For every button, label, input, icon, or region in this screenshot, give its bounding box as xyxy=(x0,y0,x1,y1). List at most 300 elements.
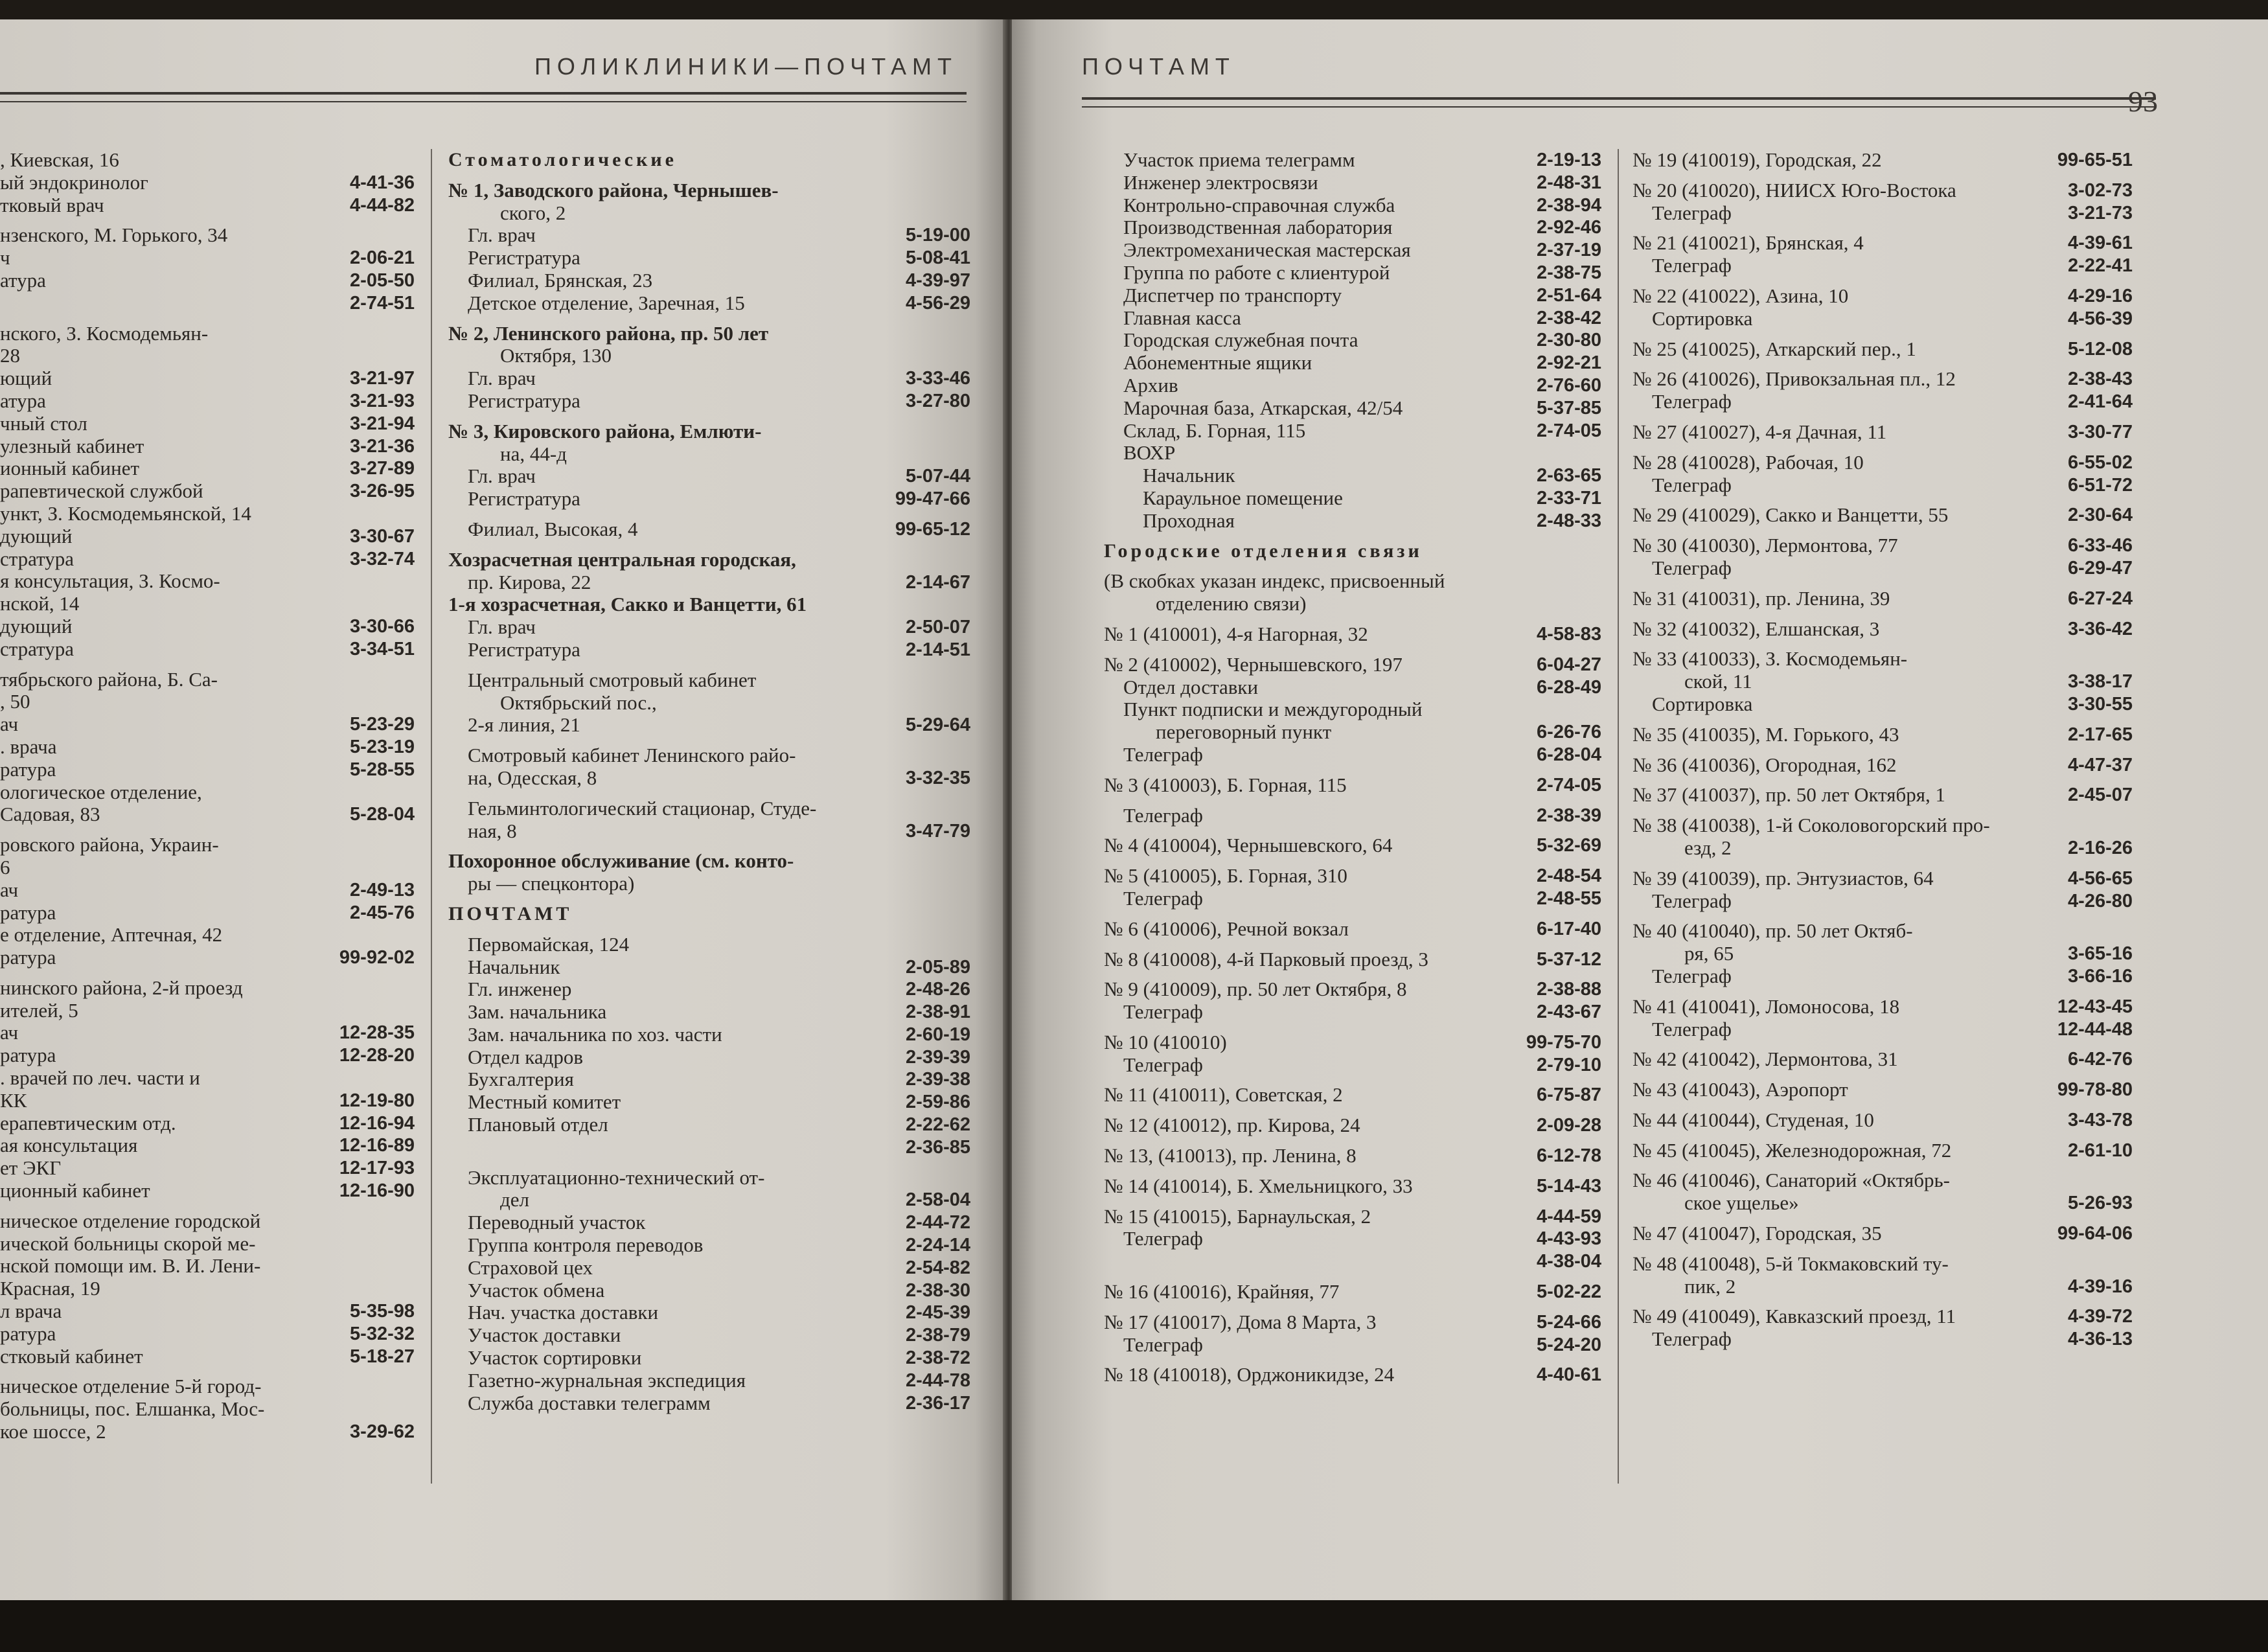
entry-phone-number: 5-14-43 xyxy=(1537,1175,1601,1197)
directory-entry xyxy=(448,1324,970,1347)
entry-phone-number: 3-32-35 xyxy=(906,767,970,788)
directory-entry xyxy=(1632,1079,2133,1101)
entry-label: № 27 (410027), 4-я Дачная, 11 xyxy=(1632,420,1887,443)
directory-entry xyxy=(1632,504,2133,527)
entry-label: Участок сортировки xyxy=(468,1346,642,1370)
directory-entry xyxy=(1104,1031,1601,1054)
directory-entry xyxy=(1632,724,2133,746)
entry-label: на, Одесская, 8 xyxy=(468,766,597,789)
directory-entry xyxy=(0,1323,415,1346)
directory-entry xyxy=(448,850,970,873)
entry-phone-number: 2-36-17 xyxy=(906,1392,970,1414)
entry-label: ПОЧТАМТ xyxy=(448,902,573,924)
entry-label: ионный кабинет xyxy=(0,457,140,480)
entry-label: ет ЭКГ xyxy=(0,1156,62,1180)
entry-label: № 31 (410031), пр. Ленина, 39 xyxy=(1632,586,1890,610)
directory-entry xyxy=(1104,172,1601,194)
entry-label: Смотровый кабинет Ленинского райо- xyxy=(468,744,796,767)
entry-phone-number: 4-39-72 xyxy=(2068,1306,2133,1327)
entry-phone-number: 3-38-17 xyxy=(2068,671,2133,693)
directory-entry xyxy=(1104,721,1601,744)
directory-entry xyxy=(1632,996,2133,1018)
directory-entry xyxy=(1632,1048,2133,1071)
directory-entry xyxy=(1632,1222,2133,1245)
directory-entry xyxy=(1632,1192,2133,1215)
directory-entry xyxy=(1104,1206,1601,1228)
entry-label: № 37 (410037), пр. 50 лет Октября, 1 xyxy=(1632,783,1946,807)
entry-label: Похоронное обслуживание (см. конто- xyxy=(448,849,794,873)
directory-entry xyxy=(1104,510,1601,533)
directory-entry xyxy=(1104,465,1601,487)
entry-label: ч xyxy=(0,246,10,270)
entry-label: Телеграф xyxy=(1652,889,1732,912)
entry-phone-number: 2-76-60 xyxy=(1537,374,1601,396)
entry-phone-number: 2-38-30 xyxy=(906,1279,970,1301)
directory-entry xyxy=(448,488,970,511)
directory-entry xyxy=(448,593,970,616)
directory-entry xyxy=(1104,262,1601,284)
entry-label: Телеграф xyxy=(1123,1227,1203,1250)
entry-phone-number: 2-44-78 xyxy=(906,1370,970,1391)
entry-phone-number: 4-39-61 xyxy=(2068,233,2133,254)
right-header-rule xyxy=(1082,97,2156,108)
directory-entry xyxy=(1632,1109,2133,1132)
entry-phone-number: 5-32-69 xyxy=(1537,835,1601,856)
left-column-1 xyxy=(0,149,415,1443)
entry-label: № 14 (410014), Б. Хмельницкого, 33 xyxy=(1104,1174,1413,1197)
directory-entry xyxy=(448,1189,970,1211)
directory-entry xyxy=(0,736,415,759)
entry-label: № 19 (410019), Городская, 22 xyxy=(1632,148,1882,171)
entry-label: стратура xyxy=(0,547,74,570)
entry-label: ское ущелье» xyxy=(1684,1191,1799,1215)
entry-label: ый эндокринолог xyxy=(0,170,148,194)
directory-entry xyxy=(448,367,970,390)
entry-phone-number: 4-38-04 xyxy=(1537,1251,1601,1272)
entry-phone-number: 2-38-42 xyxy=(1537,307,1601,328)
entry-label: № 16 (410016), Крайняя, 77 xyxy=(1104,1280,1340,1303)
directory-entry xyxy=(448,714,970,737)
entry-phone-number: 2-63-65 xyxy=(1537,465,1601,487)
entry-label: Эксплуатационно-технический от- xyxy=(468,1165,765,1189)
directory-entry xyxy=(0,803,415,826)
entry-label: дующий xyxy=(0,524,73,547)
entry-label: Страховой цех xyxy=(468,1256,593,1279)
entry-phone-number: 12-44-48 xyxy=(2057,1018,2133,1040)
directory-entry xyxy=(0,390,415,413)
entry-phone-number: 3-66-16 xyxy=(2068,965,2133,987)
directory-entry xyxy=(0,247,415,270)
entry-phone-number: 2-92-46 xyxy=(1537,217,1601,238)
entry-label: ической больницы скорой ме- xyxy=(0,1232,256,1255)
directory-entry xyxy=(448,571,970,594)
directory-entry xyxy=(448,903,970,926)
directory-entry xyxy=(1104,194,1601,217)
directory-entry xyxy=(0,615,415,638)
directory-entry xyxy=(448,345,970,367)
directory-entry xyxy=(448,179,970,202)
directory-entry xyxy=(448,873,970,895)
entry-phone-number: 5-37-12 xyxy=(1537,948,1601,970)
entry-label: Начальник xyxy=(1143,464,1235,487)
directory-entry xyxy=(448,820,970,843)
entry-phone-number: 6-28-49 xyxy=(1537,676,1601,698)
entry-phone-number: 3-30-77 xyxy=(2068,421,2133,442)
entry-phone-number: 4-40-61 xyxy=(1537,1364,1601,1386)
entry-phone-number: 3-43-78 xyxy=(2068,1109,2133,1130)
entry-label: Отдел кадров xyxy=(468,1045,584,1068)
directory-entry xyxy=(0,323,415,345)
entry-label: дел xyxy=(500,1188,530,1211)
directory-entry xyxy=(1104,1364,1601,1386)
entry-label: , 50 xyxy=(0,690,30,713)
directory-entry xyxy=(1104,307,1601,330)
directory-entry xyxy=(1104,1311,1601,1334)
entry-phone-number: 99-65-51 xyxy=(2057,150,2133,170)
directory-entry xyxy=(0,834,415,856)
directory-entry xyxy=(1104,149,1601,172)
directory-entry xyxy=(1104,865,1601,888)
entry-phone-number: 2-30-80 xyxy=(1537,330,1601,351)
entry-phone-number: 4-26-80 xyxy=(2068,890,2133,912)
directory-entry xyxy=(0,856,415,879)
directory-entry xyxy=(0,1134,415,1157)
entry-label: ническое отделение 5-й город- xyxy=(0,1375,262,1398)
entry-label: № 36 (410036), Огородная, 162 xyxy=(1632,753,1897,776)
directory-entry xyxy=(0,1090,415,1112)
entry-phone-number: 4-56-39 xyxy=(2068,308,2133,329)
page-number: 93 xyxy=(2128,85,2158,118)
directory-entry xyxy=(448,518,970,541)
entry-label: ач xyxy=(0,713,19,736)
entry-label: Октябрьский пос., xyxy=(500,691,657,714)
directory-entry xyxy=(1632,671,2133,693)
directory-entry xyxy=(0,1022,415,1044)
entry-phone-number: 2-05-50 xyxy=(350,270,415,291)
entry-phone-number: 3-21-94 xyxy=(350,413,415,434)
entry-phone-number: 2-79-10 xyxy=(1537,1054,1601,1075)
directory-entry xyxy=(448,1234,970,1257)
entry-phone-number: 99-47-66 xyxy=(895,488,970,510)
entry-label: больницы, пос. Елшанка, Мос- xyxy=(0,1397,265,1421)
entry-phone-number: 2-74-05 xyxy=(1537,774,1601,796)
entry-phone-number: 2-45-39 xyxy=(906,1302,970,1324)
directory-entry xyxy=(1632,232,2133,255)
entry-phone-number: 2-37-19 xyxy=(1537,240,1601,261)
entry-label: атура xyxy=(0,268,46,292)
entry-phone-number: 2-38-88 xyxy=(1537,979,1601,1000)
entry-label: 1-я хозрасчетная, Сакко и Ванцетти, 61 xyxy=(448,593,807,616)
directory-entry xyxy=(0,691,415,713)
entry-label: № 3, Кировского района, Емлюти- xyxy=(448,419,762,442)
entry-label: нинского района, 2-й проезд xyxy=(0,976,243,999)
entry-phone-number: 2-92-21 xyxy=(1537,352,1601,374)
entry-phone-number: 2-58-04 xyxy=(906,1189,970,1211)
directory-entry xyxy=(1632,920,2133,943)
directory-entry xyxy=(0,1000,415,1022)
entry-phone-number: 3-34-51 xyxy=(350,638,415,660)
directory-entry xyxy=(0,224,415,247)
entry-phone-number: 12-17-93 xyxy=(339,1158,415,1179)
entry-label: № 11 (410011), Советская, 2 xyxy=(1104,1083,1343,1107)
entry-label: Телеграф xyxy=(1652,964,1732,987)
entry-label: переговорный пункт xyxy=(1156,720,1332,744)
directory-entry xyxy=(0,548,415,571)
entry-label: № 39 (410039), пр. Энтузиастов, 64 xyxy=(1632,866,1934,889)
entry-label: л врача xyxy=(0,1300,62,1323)
right-column-divider xyxy=(1618,149,1619,1484)
entry-label: Сортировка xyxy=(1652,306,1753,330)
entry-phone-number: 2-60-19 xyxy=(906,1024,970,1045)
entry-phone-number: 12-43-45 xyxy=(2057,996,2133,1017)
directory-entry xyxy=(448,639,970,661)
right-running-head: ПОЧТАМТ xyxy=(1082,53,1235,80)
entry-phone-number: 3-02-73 xyxy=(2068,179,2133,201)
directory-entry xyxy=(0,1346,415,1368)
entry-phone-number: 2-19-13 xyxy=(1537,150,1601,170)
directory-entry xyxy=(448,669,970,692)
directory-entry xyxy=(0,1157,415,1180)
entry-label: е отделение, Аптечная, 42 xyxy=(0,923,223,946)
entry-phone-number: 2-38-94 xyxy=(1537,194,1601,216)
entry-phone-number: 4-43-93 xyxy=(1537,1228,1601,1250)
directory-entry xyxy=(0,1278,415,1300)
directory-entry xyxy=(0,1375,415,1398)
entry-phone-number: 3-30-66 xyxy=(350,615,415,637)
entry-phone-number: 2-14-51 xyxy=(906,639,970,660)
entry-label: ры — спецконтора) xyxy=(468,872,635,895)
entry-label: Гл. инженер xyxy=(468,978,572,1001)
entry-label: ВОХР xyxy=(1123,441,1176,465)
directory-entry xyxy=(1632,618,2133,641)
directory-entry xyxy=(0,713,415,736)
entry-label: Участок доставки xyxy=(468,1324,621,1347)
entry-label: Караульное помещение xyxy=(1143,486,1343,509)
entry-phone-number: 2-41-64 xyxy=(2068,391,2133,413)
directory-entry xyxy=(1632,1276,2133,1298)
directory-entry xyxy=(0,1421,415,1443)
entry-label: ая консультация xyxy=(0,1134,138,1157)
directory-entry xyxy=(1104,1228,1601,1250)
left-header-rule xyxy=(0,92,967,102)
directory-entry xyxy=(448,1024,970,1046)
directory-entry xyxy=(1104,487,1601,510)
entry-label: Зам. начальника по хоз. части xyxy=(468,1022,722,1046)
directory-entry xyxy=(0,902,415,924)
entry-label: отделению связи) xyxy=(1156,592,1307,615)
entry-label: № 22 (410022), Азина, 10 xyxy=(1632,284,1849,307)
entry-phone-number: 2-38-91 xyxy=(906,1002,970,1023)
entry-phone-number: 2-51-64 xyxy=(1537,284,1601,306)
entry-label: Телеграф xyxy=(1123,886,1203,910)
entry-label: Телеграф xyxy=(1123,1053,1203,1076)
directory-entry xyxy=(448,1211,970,1234)
entry-phone-number: 5-23-29 xyxy=(350,714,415,735)
entry-label: я консультация, З. Космо- xyxy=(0,569,220,593)
directory-entry xyxy=(448,420,970,443)
entry-phone-number: 12-19-80 xyxy=(339,1090,415,1111)
entry-phone-number: 3-36-42 xyxy=(2068,618,2133,639)
directory-entry xyxy=(448,224,970,247)
entry-label: Филиал, Брянская, 23 xyxy=(468,268,653,292)
entry-label: ратура xyxy=(0,1044,56,1067)
entry-phone-number: 4-44-82 xyxy=(350,194,415,216)
directory-entry xyxy=(0,781,415,804)
entry-phone-number: 2-30-64 xyxy=(2068,505,2133,526)
directory-entry xyxy=(1104,329,1601,352)
directory-entry xyxy=(1104,978,1601,1001)
right-column-1 xyxy=(1104,149,1601,1386)
entry-phone-number: 6-26-76 xyxy=(1537,722,1601,743)
entry-label: № 6 (410006), Речной вокзал xyxy=(1104,917,1349,940)
entry-label: № 47 (410047), Городская, 35 xyxy=(1632,1222,1882,1245)
entry-label: ерапевтическим отд. xyxy=(0,1111,176,1134)
entry-phone-number: 2-48-54 xyxy=(1537,866,1601,887)
entry-label: Проходная xyxy=(1143,509,1235,532)
directory-entry xyxy=(1632,867,2133,890)
directory-entry xyxy=(1632,754,2133,777)
entry-label: дующий xyxy=(0,614,73,637)
directory-entry xyxy=(1104,774,1601,797)
directory-entry xyxy=(0,570,415,593)
directory-entry xyxy=(1632,1140,2133,1162)
entry-phone-number: 3-26-95 xyxy=(350,481,415,502)
directory-entry xyxy=(0,1180,415,1202)
entry-phone-number: 2-48-55 xyxy=(1537,888,1601,909)
entry-phone-number: 2-38-39 xyxy=(1537,805,1601,826)
entry-label: № 12 (410012), пр. Кирова, 24 xyxy=(1104,1114,1360,1137)
entry-phone-number: 5-24-20 xyxy=(1537,1334,1601,1355)
directory-entry xyxy=(448,1091,970,1114)
entry-label: рапевтической службой xyxy=(0,479,203,503)
entry-label: Контрольно-справочная служба xyxy=(1123,193,1395,216)
directory-entry xyxy=(1632,588,2133,610)
entry-label: Регистратура xyxy=(468,637,580,661)
entry-phone-number: 2-49-13 xyxy=(350,879,415,901)
entry-phone-number: 2-74-51 xyxy=(350,292,415,314)
entry-phone-number: 2-39-38 xyxy=(906,1069,970,1090)
entry-label: № 28 (410028), Рабочая, 10 xyxy=(1632,450,1864,474)
entry-label: Телеграф xyxy=(1652,201,1732,224)
entry-label: чный стол xyxy=(0,411,87,435)
directory-entry xyxy=(0,525,415,548)
directory-entry xyxy=(0,149,415,172)
entry-phone-number: 3-21-97 xyxy=(350,368,415,389)
entry-label: № 9 (410009), пр. 50 лет Октября, 8 xyxy=(1104,978,1407,1001)
entry-label: Городские отделения связи xyxy=(1104,540,1423,562)
directory-entry xyxy=(448,443,970,466)
entry-phone-number: 6-33-46 xyxy=(2068,535,2133,556)
entry-label: Участок обмена xyxy=(468,1278,605,1302)
directory-entry xyxy=(1104,352,1601,374)
directory-entry xyxy=(0,1398,415,1421)
entry-phone-number: 2-44-72 xyxy=(906,1212,970,1233)
directory-entry xyxy=(448,270,970,292)
entry-label: № 17 (410017), Дома 8 Марта, 3 xyxy=(1104,1310,1377,1333)
entry-label: , Киевская, 16 xyxy=(0,148,119,171)
entry-phone-number: 2-48-31 xyxy=(1537,172,1601,193)
directory-entry xyxy=(0,457,415,480)
entry-label: тябрьского района, Б. Са- xyxy=(0,667,218,691)
entry-phone-number: 3-65-16 xyxy=(2068,943,2133,965)
directory-entry xyxy=(1104,1145,1601,1167)
directory-entry xyxy=(0,503,415,525)
directory-entry xyxy=(1632,943,2133,965)
entry-phone-number: 4-29-16 xyxy=(2068,285,2133,306)
directory-entry xyxy=(0,638,415,661)
entry-label: ункт, З. Космодемьянской, 14 xyxy=(0,501,251,525)
entry-phone-number: 4-39-97 xyxy=(906,270,970,291)
entry-label: № 32 (410032), Елшанская, 3 xyxy=(1632,617,1880,640)
directory-entry xyxy=(1104,420,1601,442)
entry-label: Гл. врач xyxy=(468,224,536,247)
entry-label: Служба доставки телеграмм xyxy=(468,1391,711,1414)
entry-label: Телеграф xyxy=(1123,742,1203,766)
directory-entry xyxy=(448,292,970,315)
right-page xyxy=(1012,19,2268,1600)
entry-phone-number: 6-27-24 xyxy=(2068,588,2133,609)
entry-label: Филиал, Высокая, 4 xyxy=(468,517,638,540)
entry-phone-number: 2-45-07 xyxy=(2068,785,2133,806)
directory-entry xyxy=(1104,593,1601,615)
entry-phone-number: 2-05-89 xyxy=(906,956,970,978)
entry-label: № 5 (410005), Б. Горная, 310 xyxy=(1104,864,1347,888)
directory-entry xyxy=(1632,1018,2133,1041)
entry-label: (В скобках указан индекс, присвоенный xyxy=(1104,569,1445,593)
right-column-2 xyxy=(1632,149,2133,1351)
entry-phone-number: 5-07-44 xyxy=(906,466,970,487)
entry-label: ровского района, Украин- xyxy=(0,833,219,856)
entry-label: Сортировка xyxy=(1652,692,1753,715)
directory-entry xyxy=(1104,570,1601,593)
entry-phone-number: 5-32-32 xyxy=(350,1323,415,1344)
directory-entry xyxy=(1632,421,2133,444)
entry-phone-number: 6-28-04 xyxy=(1537,744,1601,765)
entry-phone-number: 3-30-67 xyxy=(350,525,415,547)
directory-entry xyxy=(448,956,970,979)
entry-label: Телеграф xyxy=(1652,556,1732,579)
entry-label: Зам. начальника xyxy=(468,1000,607,1024)
entry-phone-number: 4-56-29 xyxy=(906,292,970,314)
entry-label: ологическое отделение, xyxy=(0,780,202,803)
directory-entry xyxy=(0,480,415,503)
entry-phone-number: 2-54-82 xyxy=(906,1257,970,1278)
entry-label: Местный комитет xyxy=(468,1090,621,1114)
directory-entry xyxy=(1632,557,2133,580)
directory-entry xyxy=(0,1233,415,1256)
left-running-head: ПОЛИКЛИНИКИ—ПОЧТАМТ xyxy=(534,53,958,80)
entry-phone-number: 4-39-16 xyxy=(2068,1276,2133,1297)
entry-phone-number: 4-58-83 xyxy=(1537,623,1601,645)
entry-phone-number: 12-16-94 xyxy=(339,1112,415,1134)
entry-label: Архив xyxy=(1123,373,1178,396)
entry-phone-number: 5-12-08 xyxy=(2068,338,2133,360)
entry-label: ническое отделение городской xyxy=(0,1209,261,1232)
directory-entry xyxy=(0,435,415,458)
directory-entry xyxy=(0,1112,415,1135)
entry-label: Телеграф xyxy=(1652,1327,1732,1351)
directory-entry xyxy=(1632,965,2133,988)
directory-entry xyxy=(0,946,415,969)
directory-entry xyxy=(448,744,970,767)
entry-label: Пункт подписки и междугородный xyxy=(1123,698,1423,721)
directory-entry xyxy=(1632,693,2133,716)
directory-entry xyxy=(0,1300,415,1323)
left-column-2 xyxy=(448,149,970,1414)
entry-phone-number: 5-28-55 xyxy=(350,759,415,780)
entry-label: № 10 (410010) xyxy=(1104,1030,1227,1053)
entry-label: № 42 (410042), Лермонтова, 31 xyxy=(1632,1048,1898,1071)
